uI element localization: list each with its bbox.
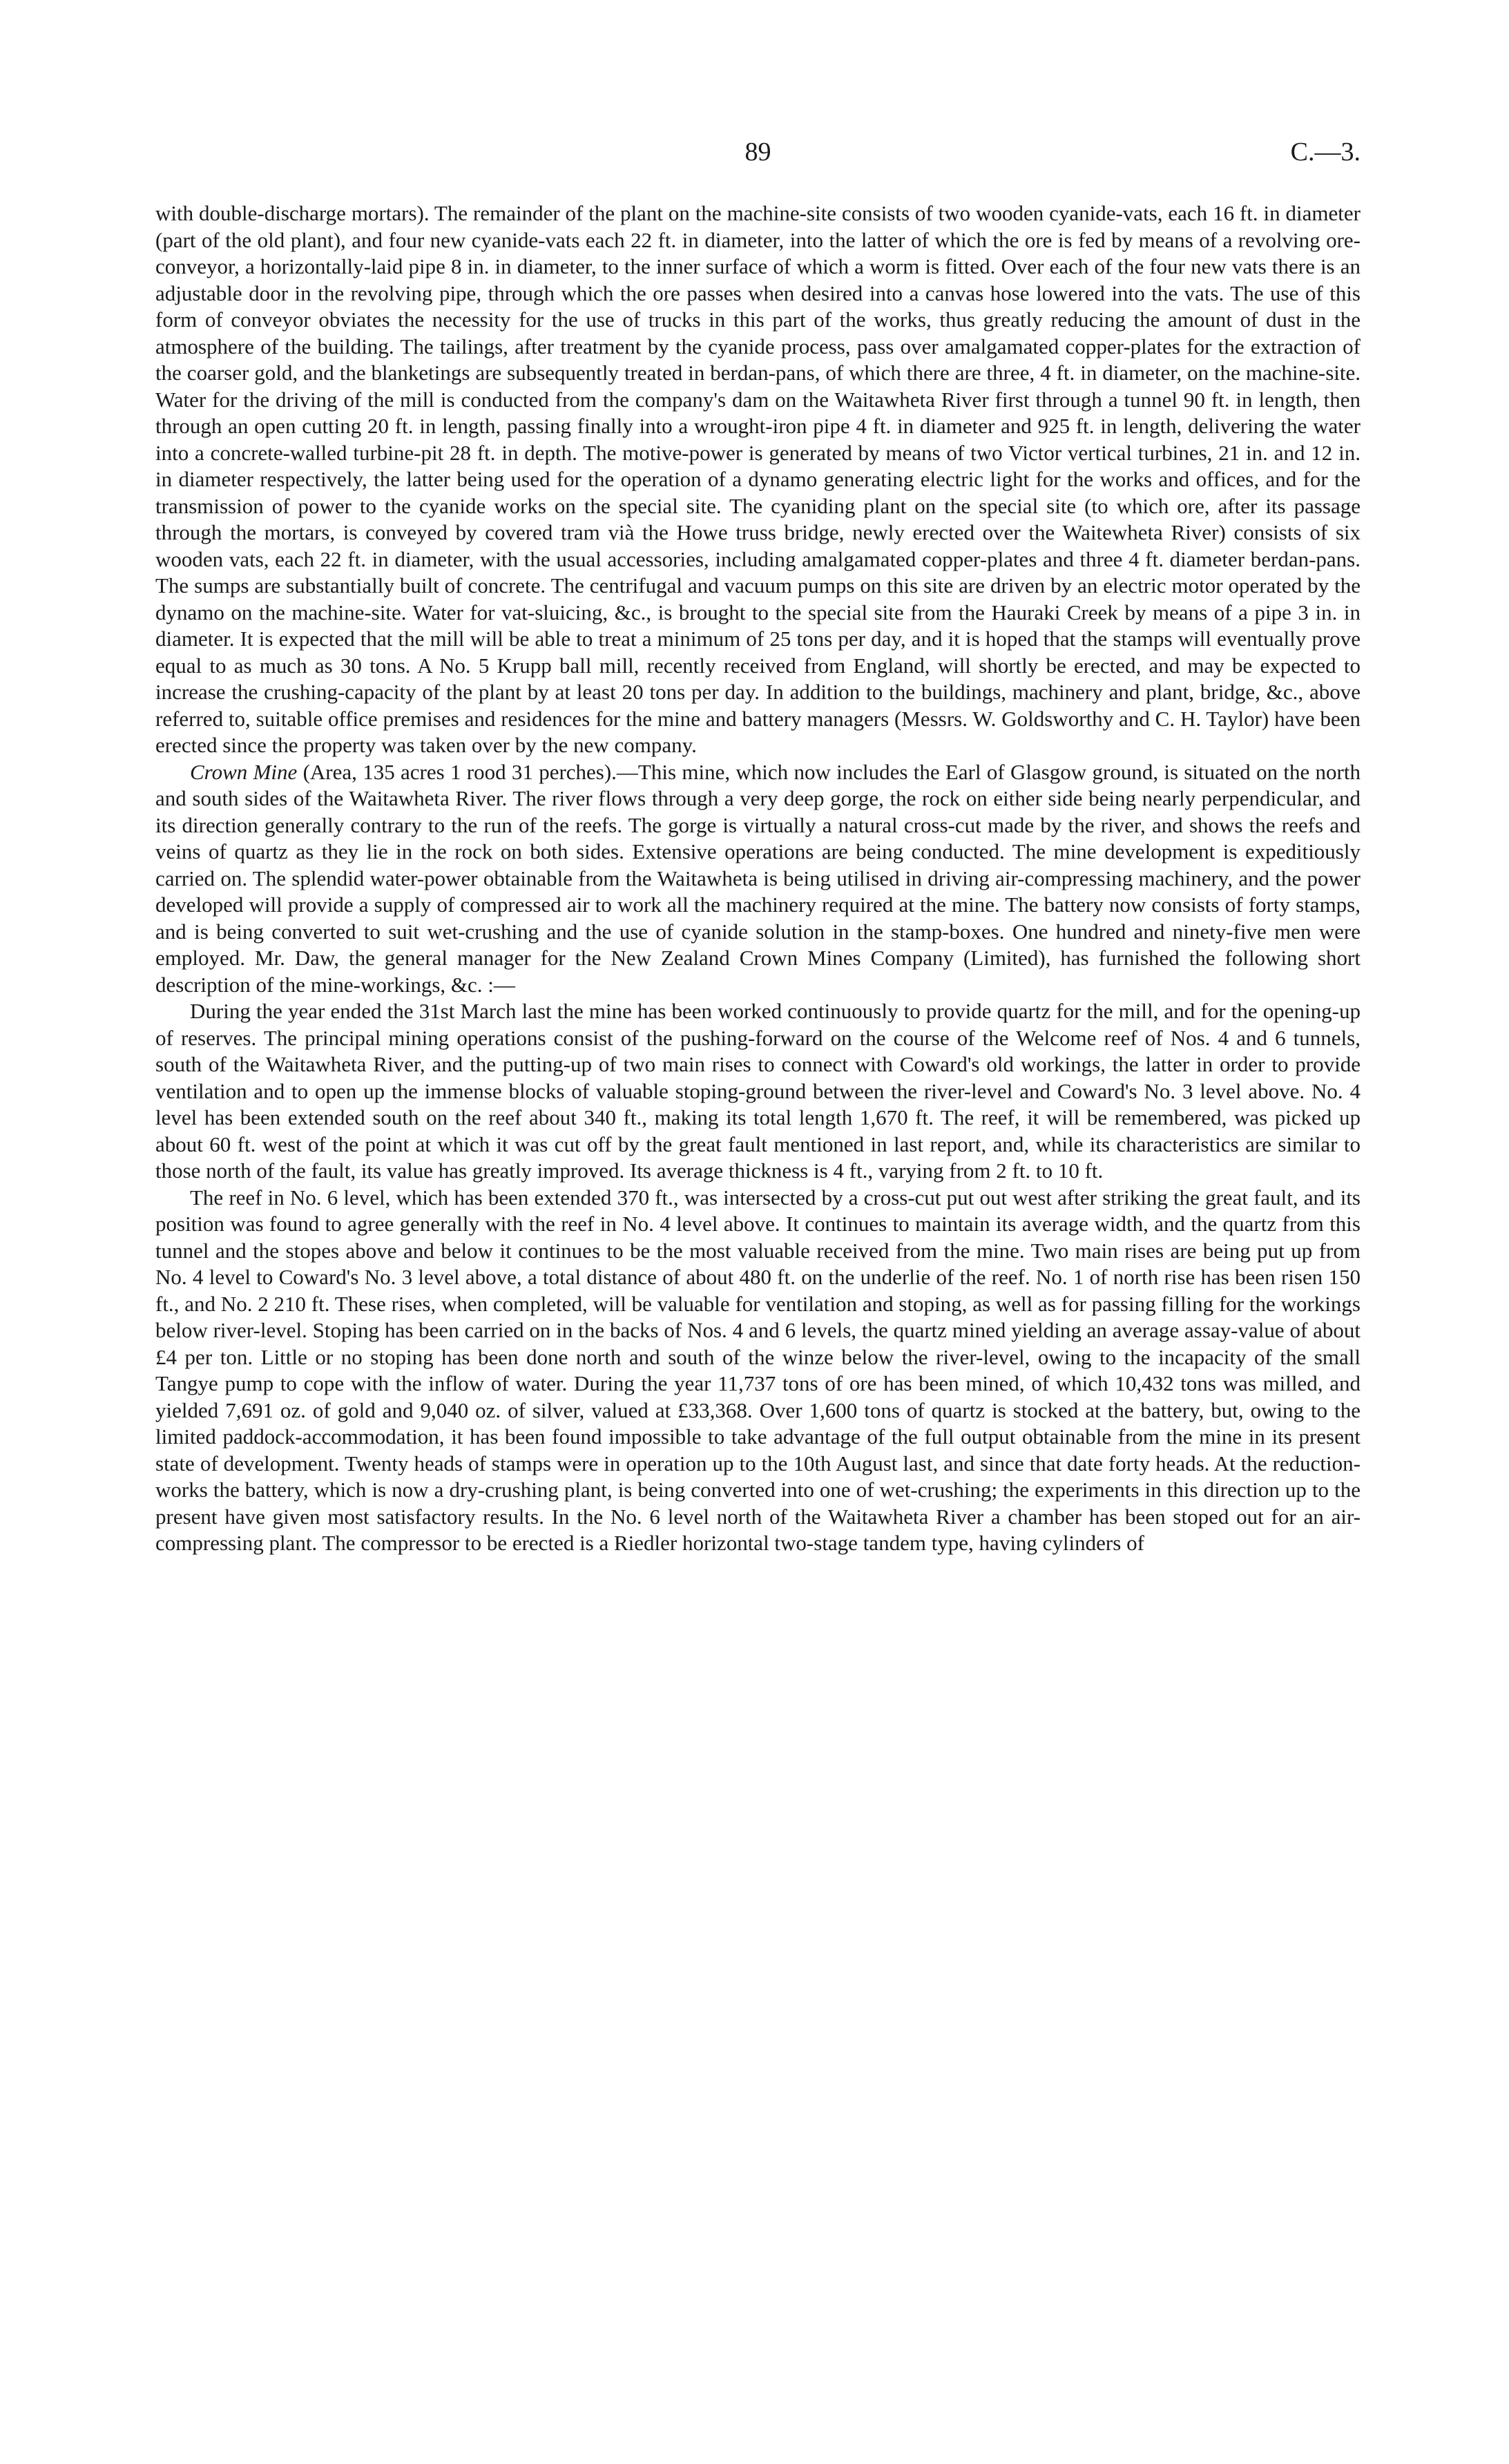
- paragraph-year-report: During the year ended the 31st March last the mine has been worked continuously to provide quartz for the mill, and for the opening-up of reserves. The principal mining operations consist of the pushing-forward on the course of the Welcome reef of Nos. 4 and 6 tunnels, south of the Waitawheta River, and the putting-up of two main rises to connect with Coward's old workings, the latter in order to provide ventilation and to open up the immense blocks of valuable stoping-ground between the river-level and Coward's No. 3 level above. No. 4 level has been extended south on the reef about 340 ft., making its total length 1,670 ft. The reef, it will be remembered, was picked up about 60 ft. west of the point at which it was cut off by the great fault mentioned in last report, and, while its characteristics are similar to those north of the fault, its value has greatly improved. Its average thickness is 4 ft., varying from 2 ft. to 10 ft.: [155, 999, 1361, 1183]
- document-reference: C.—3.: [1290, 137, 1361, 166]
- page-body: [155, 200, 1361, 1557]
- page-header: [155, 135, 1361, 169]
- page-number: 89: [744, 137, 771, 166]
- paragraph-no6-level: The reef in No. 6 level, which has been extended 370 ft., was intersected by a cross-cut put out west after striking the great fault, and its position was found to agree generally with the reef in No. 4 level above. It continues to maintain its average width, and the quartz from this tunnel and the stopes above and below it continues to be the most valuable received from the mine. Two main rises are being put up from No. 4 level to Coward's No. 3 level above, a total distance of about 480 ft. on the underlie of the reef. No. 1 of north rise has been risen 150 ft., and No. 2 210 ft. These rises, when completed, will be valuable for ventilation and stoping, as well as for passing filling for the workings below river-level. Stoping has been carried on in the backs of Nos. 4 and 6 levels, the quartz mined yielding an average assay-value of about £4 per ton. Little or no stoping has been done north and south of the winze below the river-level, owing to the incapacity of the small Tangye pump to cope with the inflow of water. During the year 11,737 tons of ore has been mined, of which 10,432 tons was milled, and yielded 7,691 oz. of gold and 9,040 oz. of silver, valued at £33,368. Over 1,600 tons of quartz is stocked at the battery, but, owing to the limited paddock-accommodation, it has been found impossible to take advantage of the full output obtainable from the mine in its present state of development. Twenty heads of stamps were in operation up to the 10th August last, and since that date forty heads. At the reduction-works the battery, which is now a dry-crushing plant, is being converted into one of wet-crushing; the experiments in this direction up to the present have given most satisfactory results. In the No. 6 level north of the Waitawheta River a chamber has been stoped out for an air-compressing plant. The compressor to be erected is a Riedler horizontal two-stage tandem type, having cylinders of: [155, 1185, 1361, 1555]
- crown-mine-text: (Area, 135 acres 1 rood 31 perches).—This mine, which now includes the Earl of Glasgow ground, is situated on the north and south sides of the Waitawheta River. The river flows through a very deep gorge, the rock on either side being nearly perpendicular, and its direction generally contrary to the run of the reefs. The gorge is virtually a natural cross-cut made by the river, and shows the reefs and veins of quartz as they lie in the rock on both sides. Extensive operations are being conducted. The mine development is expeditiously carried on. The splendid water-power obtainable from the Waitawheta is being utilised in driving air-compressing machinery, and the power developed will provide a supply of compressed air to work all the machinery required at the mine. The battery now consists of forty stamps, and is being converted to suit wet-crushing and the use of cyanide solution in the stamp-boxes. One hundred and ninety-five men were employed. Mr. Daw, the general manager for the New Zealand Crown Mines Company (Limited), has furnished the following short description of the mine-workings, &c. :—: [155, 759, 1361, 997]
- paragraph-plant-description: with double-discharge mortars). The remainder of the plant on the machine-site consists of two wooden cyanide-vats, each 16 ft. in diameter (part of the old plant), and four new cyanide-vats each 22 ft. in diameter, into the latter of which the ore is fed by means of a revolving ore-conveyor, a horizontally-laid pipe 8 in. in diameter, to the inner surface of which a worm is fitted. Over each of the four new vats there is an adjustable door in the revolving pipe, through which the ore passes when desired into a canvas hose lowered into the vats. The use of this form of conveyor obviates the necessity for the use of trucks in this part of the works, thus greatly reducing the amount of dust in the atmosphere of the building. The tailings, after treatment by the cyanide process, pass over amalgamated copper-plates for the extraction of the coarser gold, and the blanketings are subsequently treated in berdan-pans, of which there are three, 4 ft. in diameter, on the machine-site. Water for the driving of the mill is conducted from the company's dam on the Waitawheta River first through a tunnel 90 ft. in length, then through an open cutting 20 ft. in length, passing finally into a wrought-iron pipe 4 ft. in diameter and 925 ft. in length, delivering the water into a concrete-walled turbine-pit 28 ft. in depth. The motive-power is generated by means of two Victor vertical turbines, 21 in. and 12 in. in diameter respectively, the latter being used for the operation of a dynamo generating electric light for the works and offices, and for the transmission of power to the cyanide works on the special site. The cyaniding plant on the special site (to which ore, after its passage through the mortars, is conveyed by covered tram vià the Howe truss bridge, newly erected over the Waitewheta River) consists of six wooden vats, each 22 ft. in diameter, with the usual accessories, including amalgamated copper-plates and three 4 ft. diameter berdan-pans. The sumps are substantially built of concrete. The centrifugal and vacuum pumps on this site are driven by an electric motor operated by the dynamo on the machine-site. Water for vat-sluicing, &c., is brought to the special site from the Hauraki Creek by means of a pipe 3 in. in diameter. It is expected that the mill will be able to treat a minimum of 25 tons per day, and it is hoped that the stamps will eventually prove equal to as much as 30 tons. A No. 5 Krupp ball mill, recently received from England, will shortly be erected, and may be expected to increase the crushing-capacity of the plant by at least 20 tons per day. In addition to the buildings, machinery and plant, bridge, &c., above referred to, suitable office premises and residences for the mine and battery managers (Messrs. W. Goldsworthy and C. H. Taylor) have been erected since the property was taken over by the new company.: [155, 201, 1361, 757]
- paragraph-crown-mine: [155, 759, 1361, 999]
- crown-mine-heading: Crown Mine: [190, 759, 298, 784]
